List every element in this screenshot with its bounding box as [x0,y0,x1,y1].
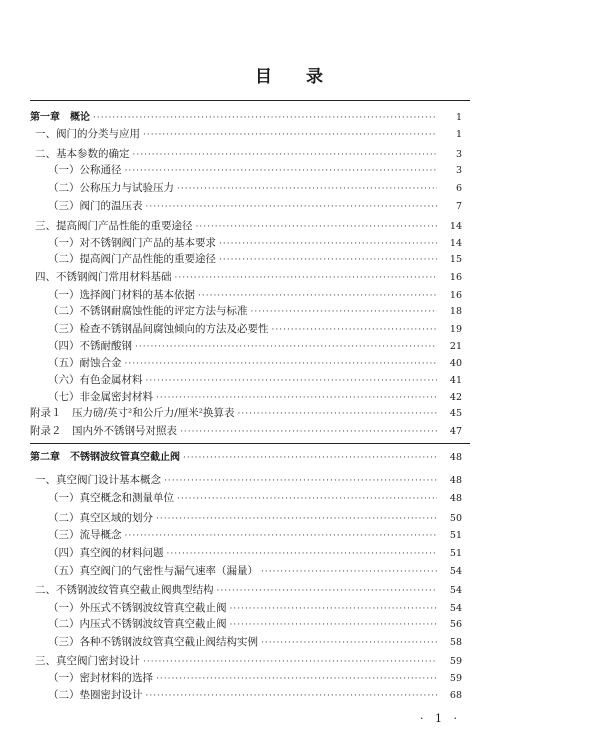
toc-entry [48,303,462,319]
chapter-divider [30,443,470,444]
toc-chapter-entry [30,450,462,466]
toc-entry [48,251,462,267]
toc-entry-title: （一）对不锈钢阀门产品的基本要求 [48,237,216,249]
dot-leader [135,339,437,355]
dot-leader [156,390,437,406]
dot-leader [146,199,438,215]
toc-entry-title: 三、真空阀门密封设计 [35,655,140,667]
toc-entry [48,563,462,579]
toc-entry [48,670,462,686]
toc-entry-page-number: 68 [449,690,462,701]
toc-entry-page-number: 54 [449,603,462,614]
toc-entry-page-number: 14 [449,238,462,249]
toc-entry [48,321,462,337]
toc-entry-title: （五）耐蚀合金 [48,357,122,369]
dot-leader [143,127,437,143]
toc-entry-page-number: 41 [449,375,462,386]
dot-leader [219,236,437,252]
toc-entry-title: 第一章 概论 [30,112,90,123]
toc-entry-title: （三）检查不锈钢晶间腐蚀倾向的方法及必要性 [48,323,269,335]
toc-entry-page-number: 59 [449,656,462,667]
toc-entry-title: 一、阀门的分类与应用 [35,128,140,140]
toc-entry [48,162,462,178]
toc-entry-title: 三、提高阀门产品性能的重要途径 [35,220,193,232]
dot-leader [183,450,437,466]
toc-entry-page-number: 47 [449,426,462,437]
toc-entry-page-number: 51 [449,548,462,559]
chapter-divider [30,100,470,101]
toc-entry-title: （五）真空阀门的气密性与漏气速率（漏量） [48,565,258,577]
toc-entry [48,338,462,354]
toc-entry-title: （二）公称压力与试验压力 [48,182,174,194]
dot-leader [180,424,437,440]
toc-entry-page-number: 18 [449,306,462,317]
toc-entry-page-number: 54 [449,566,462,577]
toc-entry [48,389,462,405]
toc-entry-page-number: 51 [449,530,462,541]
toc-entry-page-number: 7 [455,201,462,212]
dot-leader [230,617,438,633]
toc-entry-title: （二）垫圈密封设计 [48,689,143,701]
toc-entry [48,235,462,251]
dot-leader [196,219,438,235]
toc-entry-title: （二）提高阀门产品性能的重要途径 [48,253,216,265]
toc-entry [30,405,462,421]
toc-entry-title: （三）各种不锈钢波纹管真空截止阀结构实例 [48,636,258,648]
toc-entry [48,510,462,526]
toc-entry-title: 附录２ 国内外不锈钢号对照表 [30,425,177,437]
toc-entry-page-number: 58 [449,637,462,648]
dot-leader [217,583,438,599]
toc-entry-page-number: 19 [449,324,462,335]
page-number-footer: · 1 · [420,712,461,725]
toc-entry-title: （三）流导概念 [48,529,122,541]
toc-entry-page-number: 16 [449,290,462,301]
dot-leader [156,511,437,527]
toc-entry-page-number: 40 [449,358,462,369]
toc-entry-title: （三）阀门的温压表 [48,200,143,212]
toc-entry [48,527,462,543]
toc-entry-title: 一、真空阀门设计基本概念 [35,474,161,486]
dot-leader [238,406,438,422]
toc-entry-page-number: 16 [449,272,462,283]
dot-leader [175,270,438,286]
toc-entry-title: （一）密封材料的选择 [48,672,153,684]
toc-entry [35,582,462,598]
dot-leader [272,322,438,338]
toc-entry-page-number: 48 [449,452,462,463]
toc-entry [48,355,462,371]
toc-entry-page-number: 1 [455,112,462,123]
toc-entry-page-number: 50 [449,513,462,524]
toc-entry-page-number: 1 [455,129,462,140]
dot-leader [261,635,437,651]
toc-entry [48,372,462,388]
toc-entry-page-number: 56 [449,619,462,630]
toc-entry-page-number: 42 [449,392,462,403]
toc-entry [35,653,462,669]
toc-entry-title: 第二章 不锈钢波纹管真空截止阀 [30,452,180,463]
toc-entry-title: （七）非金属密封材料 [48,391,153,403]
toc-entry [35,126,462,142]
toc-entry-title: （四）不锈耐酸钢 [48,340,132,352]
toc-entry-title: （二）真空区域的划分 [48,512,153,524]
dot-leader [125,356,438,372]
toc-entry [48,616,462,632]
toc-entry-page-number: 59 [449,673,462,684]
toc-entry-page-number: 48 [449,493,462,504]
toc-entry-page-number: 6 [455,183,462,194]
dot-leader [164,473,437,489]
dot-leader [198,288,437,304]
toc-entry-page-number: 14 [449,221,462,232]
dot-leader [143,654,437,670]
page-title: 目 录 [255,67,337,87]
toc-entry [48,634,462,650]
toc-entry-title: （四）真空阀的材料问题 [48,547,164,559]
toc-entry [48,545,462,561]
toc-entry [35,472,462,488]
toc-entry-title: 四、不锈钢阀门常用材料基础 [35,271,172,283]
dot-leader [133,147,438,163]
toc-entry-title: （六）有色金属材料 [48,374,143,386]
dot-leader [251,304,438,320]
dot-leader [146,688,438,704]
toc-entry-title: （一）真空概念和测量单位 [48,492,174,504]
dot-leader [125,163,438,179]
toc-entry-page-number: 3 [455,165,462,176]
dot-leader [219,252,437,268]
toc-entry [35,146,462,162]
toc-entry [35,269,462,285]
dot-leader [93,110,437,126]
toc-entry-title: （二）不锈钢耐腐蚀性能的评定方法与标准 [48,305,248,317]
dot-leader [156,671,437,687]
toc-entry [48,180,462,196]
toc-entry-title: （二）内压式不锈钢波纹管真空截止阀 [48,618,227,630]
toc-entry [30,423,462,439]
toc-entry [48,687,462,703]
toc-entry-page-number: 48 [449,475,462,486]
toc-entry-title: （一）选择阀门材料的基本依据 [48,289,195,301]
toc-entry-page-number: 45 [449,408,462,419]
dot-leader [125,528,438,544]
toc-entry-page-number: 3 [455,149,462,160]
toc-entry-title: 附录１ 压力磅/英寸²和公斤力/厘米²换算表 [30,407,235,419]
toc-entry-title: （一）外压式不锈钢波纹管真空截止阀 [48,602,227,614]
toc-entry [35,218,462,234]
toc-entry-title: （一）公称通径 [48,164,122,176]
dot-leader [177,491,437,507]
dot-leader [261,564,437,580]
toc-entry-page-number: 21 [449,341,462,352]
dot-leader [177,181,437,197]
toc-entry-page-number: 15 [449,254,462,265]
toc-chapter-entry [30,110,462,126]
toc-entry [48,198,462,214]
toc-entry-title: 二、基本参数的确定 [35,148,130,160]
dot-leader [230,601,438,617]
toc-entry-title: 二、不锈钢波纹管真空截止阀典型结构 [35,584,214,596]
toc-entry [48,600,462,616]
toc-entry [48,287,462,303]
toc-entry [48,490,462,506]
dot-leader [167,546,438,562]
toc-entry-page-number: 54 [449,585,462,596]
dot-leader [146,373,438,389]
